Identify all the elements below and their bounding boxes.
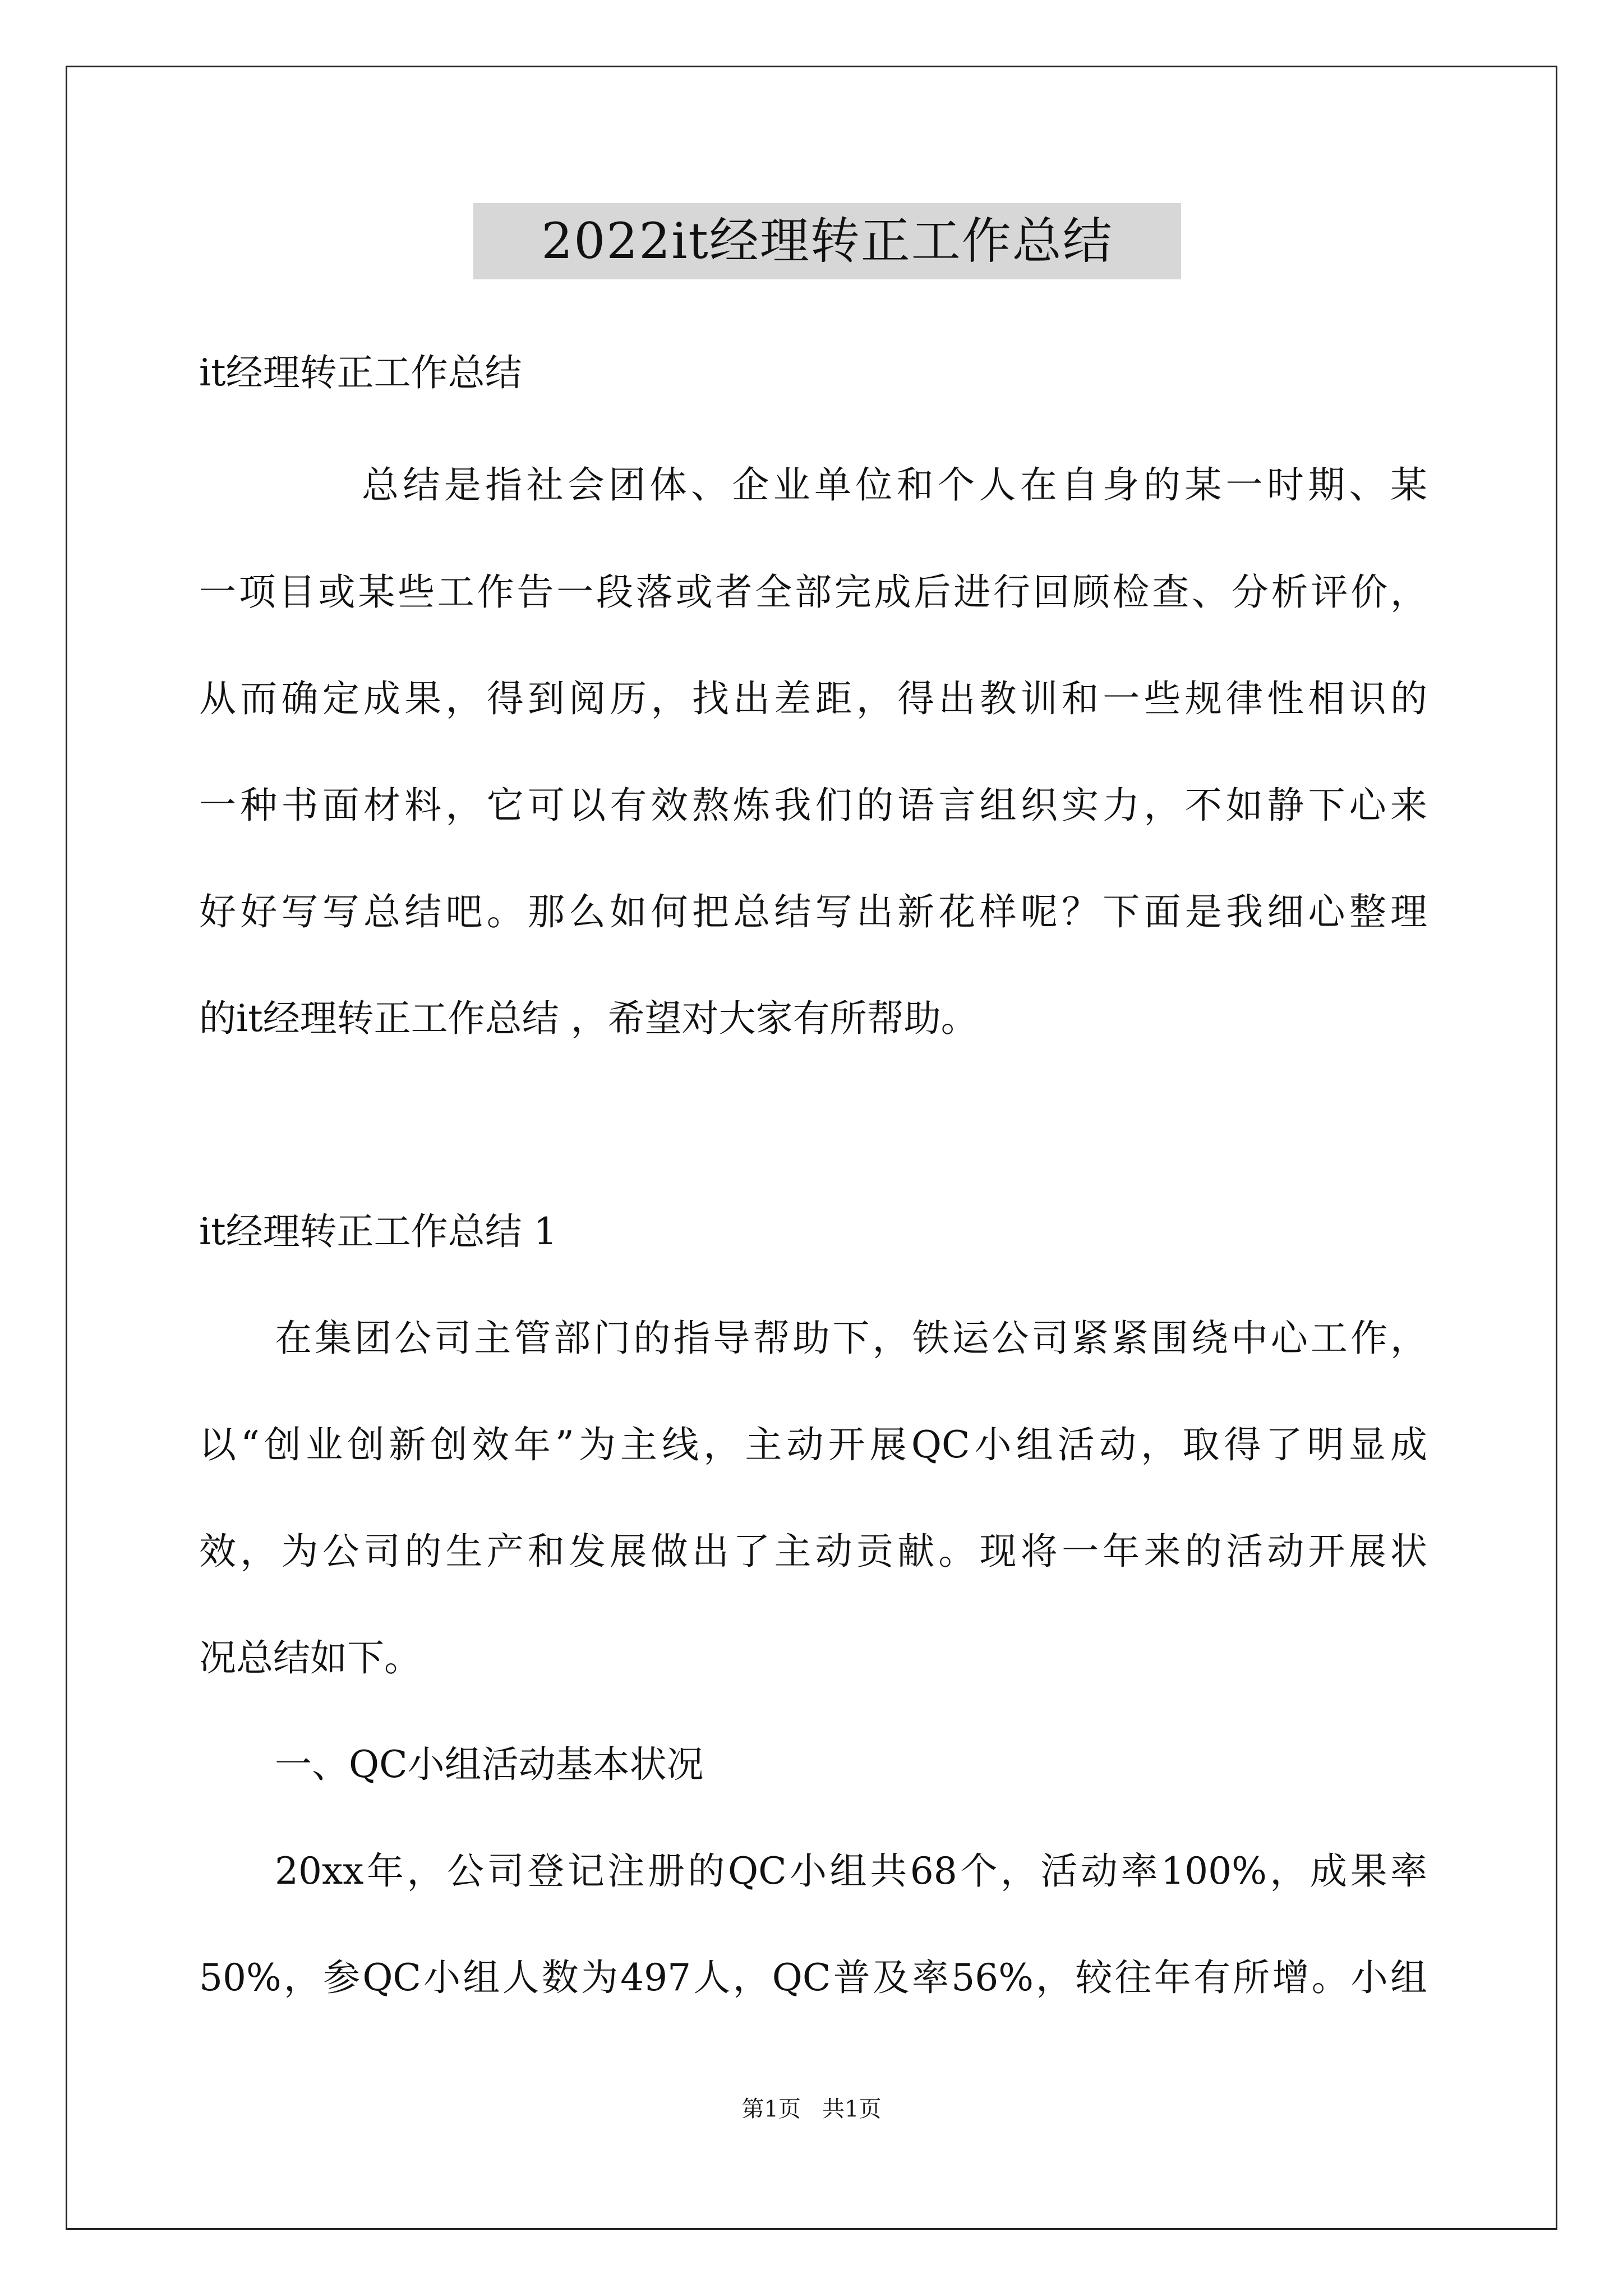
- intro-line: 总结是指社会团体、企业单位和个人在自身的某一时期、某: [362, 463, 1427, 507]
- paragraph-line: 50%，参QC小组人数为497人，QC普及率56%，较往年有所增。小组: [199, 1956, 1427, 1999]
- intro-line: 好好写写总结吧。那么如何把总结写出新花样呢？下面是我细心整理: [199, 890, 1427, 933]
- paragraph-line: 效，为公司的生产和发展做出了主动贡献。现将一年来的活动开展状: [199, 1530, 1427, 1573]
- intro-line: 的it经理转正工作总结 ，希望对大家有所帮助。: [199, 997, 978, 1040]
- document-subtitle: it经理转正工作总结: [199, 351, 522, 394]
- document-title: 2022it经理转正工作总结: [473, 203, 1181, 279]
- sub-heading: 一、QC小组活动基本状况: [275, 1743, 704, 1786]
- intro-line: 从而确定成果，得到阅历，找出差距，得出教训和一些规律性相识的: [199, 677, 1427, 720]
- section-heading: it经理转正工作总结 1: [199, 1210, 557, 1253]
- page-footer: 第1页 共1页: [741, 2096, 882, 2122]
- paragraph-line: 以“创业创新创效年”为主线，主动开展QC小组活动，取得了明显成: [199, 1423, 1427, 1466]
- paragraph-line: 况总结如下。: [199, 1636, 421, 1680]
- paragraph-line: 20xx年，公司登记注册的QC小组共68个，活动率100%，成果率: [275, 1849, 1427, 1893]
- intro-line: 一项目或某些工作告一段落或者全部完成后进行回顾检查、分析评价，: [199, 570, 1427, 614]
- paragraph-line: 在集团公司主管部门的指导帮助下，铁运公司紧紧围绕中心工作，: [275, 1317, 1427, 1360]
- intro-line: 一种书面材料，它可以有效熬炼我们的语言组织实力，不如静下心来: [199, 784, 1427, 827]
